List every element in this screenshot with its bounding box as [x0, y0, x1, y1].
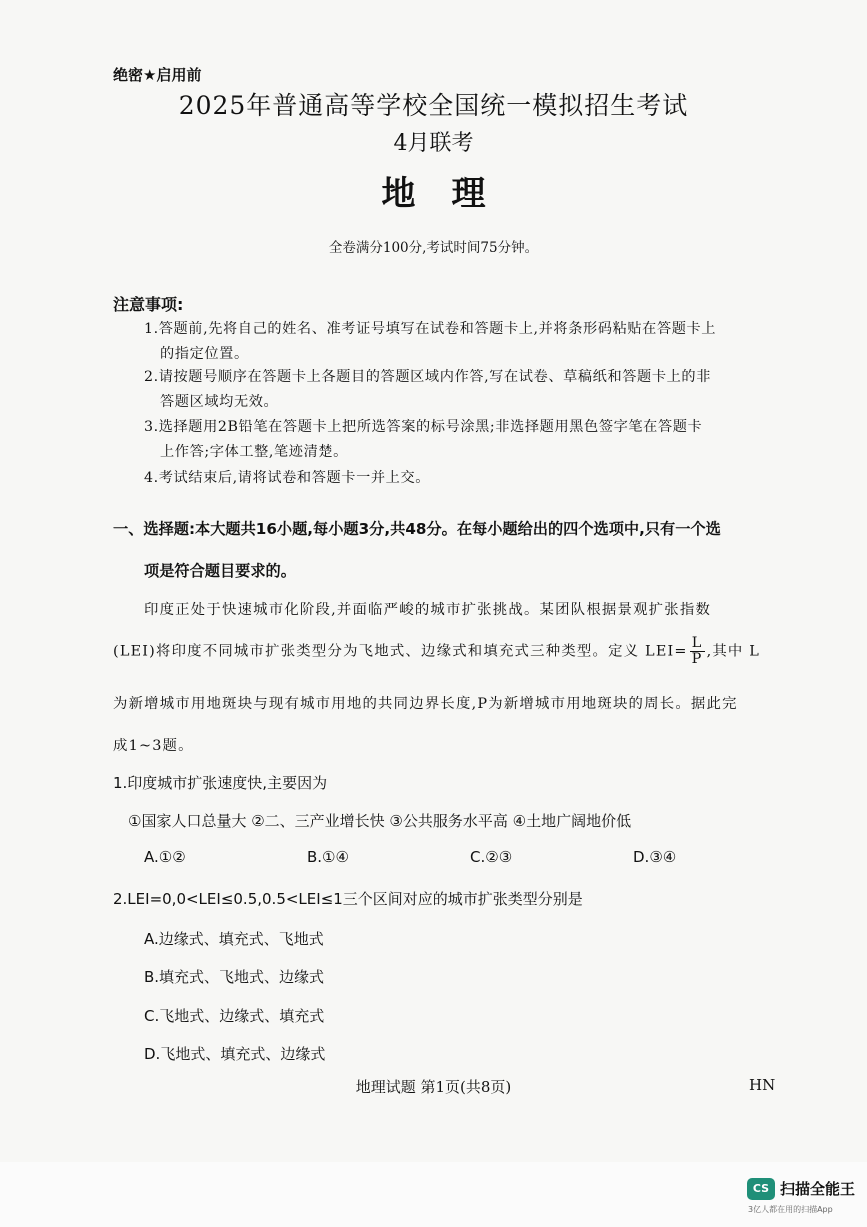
notice-line: 答题区域均无效。 [160, 394, 279, 410]
scanner-app-name: 扫描全能王 [780, 1180, 856, 1198]
option-c: C.飞地式、边缘式、填充式 [144, 1007, 325, 1025]
option-a: A.边缘式、填充式、飞地式 [144, 930, 324, 948]
material-line-formula [113, 636, 760, 667]
notice-line: 1.答题前,先将自己的姓名、准考证号填写在试卷和答题卡上,并将条形码粘贴在答题卡上 [144, 321, 717, 337]
option-a: A.①② [144, 848, 186, 866]
notice-heading: 注意事项: [113, 295, 184, 314]
material-text: ,其中 L [706, 643, 761, 660]
notice-line: 上作答;字体工整,笔迹清楚。 [160, 444, 348, 460]
notice-line: 的指定位置。 [160, 346, 249, 362]
fraction-denominator: P [691, 651, 703, 667]
region-code: HN [749, 1076, 776, 1094]
section-heading-cont: 项是符合题目要求的。 [144, 562, 296, 580]
option-b: B.①④ [307, 848, 349, 866]
notice-line: 3.选择题用2B铅笔在答题卡上把所选答案的标号涂黑;非选择题用黑色签字笔在答题卡 [144, 419, 703, 435]
question-2-stem: 2.LEI=0,0<LEI≤0.5,0.5<LEI≤1三个区间对应的城市扩张类型分别是 [113, 890, 583, 908]
exam-subtitle: 4月联考 [393, 131, 474, 156]
scan-footer-band [0, 1162, 867, 1227]
question-1-stem: 1.印度城市扩张速度快,主要因为 [113, 774, 328, 792]
page-footer: 地理试题 第1页(共8页) [355, 1078, 512, 1096]
camscanner-logo-icon: CS [747, 1178, 775, 1200]
option-d: D.飞地式、填充式、边缘式 [144, 1045, 326, 1063]
option-b: B.填充式、飞地式、边缘式 [144, 968, 325, 986]
material-line: 为新增城市用地斑块与现有城市用地的共同边界长度,P为新增城市用地斑块的周长。据此完 [113, 696, 738, 712]
material-line: 成1~3题。 [113, 738, 194, 754]
section-heading: 一、选择题:本大题共16小题,每小题3分,共48分。在每小题给出的四个选项中,只有一个选 [113, 520, 721, 538]
lei-fraction [690, 636, 705, 667]
confidential-label: 绝密★启用前 [113, 66, 202, 84]
exam-title: 2025年普通高等学校全国统一模拟招生考试 [178, 91, 689, 120]
material-text: (LEI)将印度不同城市扩张类型分为飞地式、边缘式和填充式三种类型。定义 LEI= [113, 643, 688, 660]
notice-line: 2.请按题号顺序在答题卡上各题目的答题区域内作答,写在试卷、草稿纸和答题卡上的非 [144, 369, 711, 385]
question-1-items: ①国家人口总量大 ②二、三产业增长快 ③公共服务水平高 ④土地广阔地价低 [128, 812, 632, 830]
score-time-note: 全卷满分100分,考试时间75分钟。 [328, 240, 539, 256]
option-c: C.②③ [470, 848, 513, 866]
subject-title: 地理 [381, 174, 522, 214]
scanner-tagline: 3亿人都在用的扫描App [748, 1205, 833, 1214]
notice-line: 4.考试结束后,请将试卷和答题卡一并上交。 [144, 470, 431, 486]
option-d: D.③④ [633, 848, 677, 866]
fraction-numerator: L [690, 636, 705, 652]
material-line: 印度正处于快速城市化阶段,并面临严峻的城市扩张挑战。某团队根据景观扩张指数 [144, 602, 712, 618]
